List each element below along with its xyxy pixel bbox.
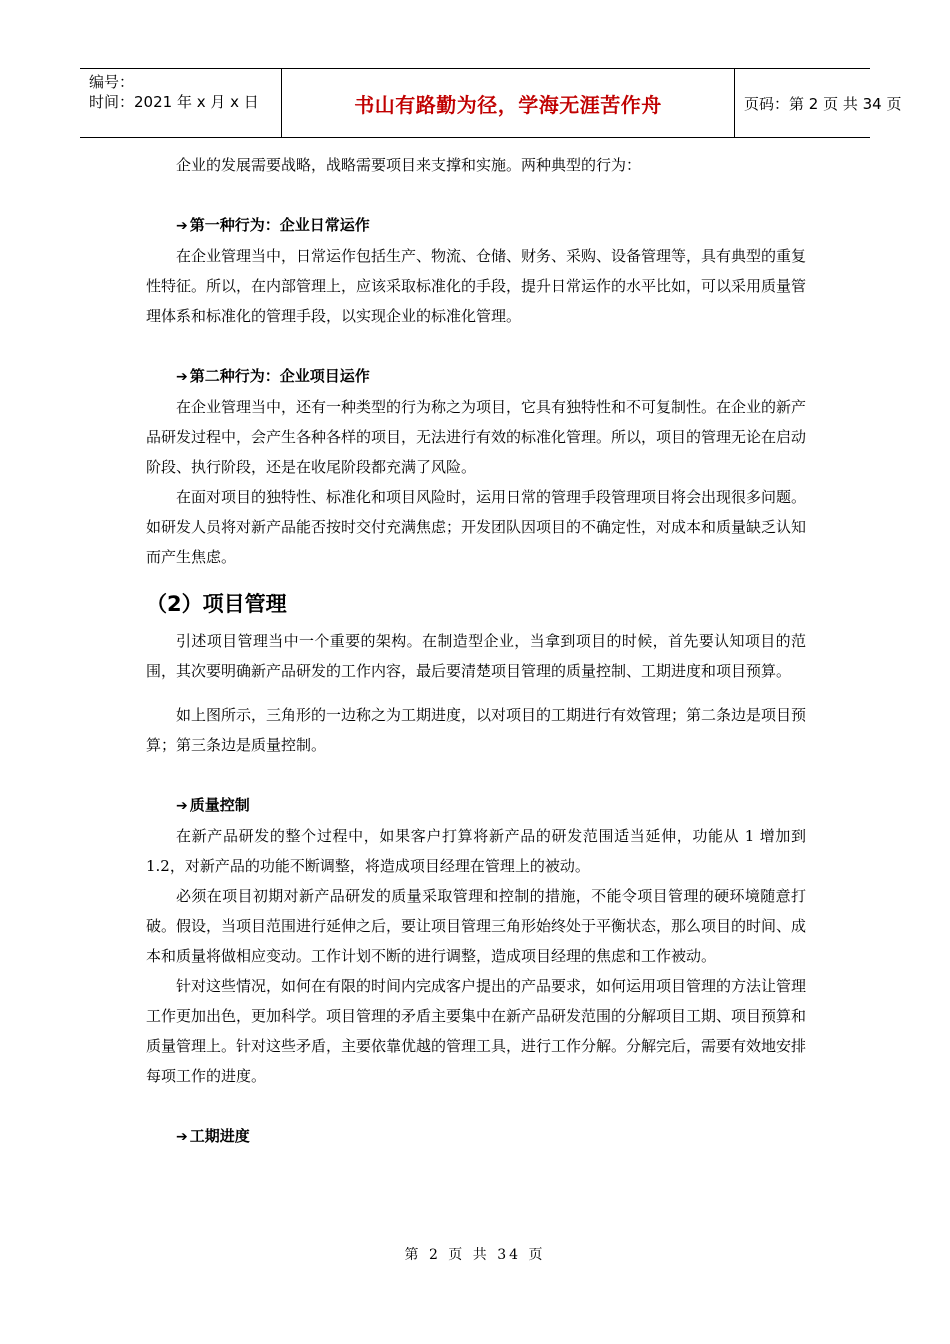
quality-paragraph: 在新产品研发的整个过程中，如果客户打算将新产品的研发范围适当延伸，功能从 1 增加到 1.2，对新产品的功能不断调整，将造成项目经理在管理上的被动。 — [146, 827, 806, 875]
header-motto-cell — [282, 69, 735, 137]
arrow-right-icon: ➔ — [176, 1129, 188, 1145]
schedule-title: 工期进度 — [189, 1127, 250, 1145]
quality-heading — [146, 790, 806, 821]
arrow-right-icon: ➔ — [176, 218, 188, 234]
arrow-right-icon: ➔ — [176, 798, 188, 814]
header-motto: 书山有路勤为径，学海无涯苦作舟 — [354, 92, 662, 117]
arrow-right-icon: ➔ — [176, 369, 188, 385]
header-page-cell — [735, 69, 902, 137]
section-heading-project-management: （2）项目管理 — [146, 592, 287, 616]
section2-heading — [146, 361, 806, 392]
section2-title: 第二种行为：企业项目运作 — [189, 367, 370, 385]
section2-paragraph: 在面对项目的独特性、标准化和项目风险时，运用日常的管理手段管理项目将会出现很多问题。如研发人员将对新产品能否按时交付充满焦虑；开发团队因项目的不确定性，对成本和质量缺乏认知而产生焦虑。 — [146, 488, 807, 566]
header-left-cell — [80, 69, 282, 137]
quality-paragraph: 必须在项目初期对新产品研发的质量采取管理和控制的措施，不能令项目管理的硬环境随意打破。假设，当项目范围进行延伸之后，要让项目管理三角形始终处于平衡状态，那么项目的时间、成本和质量将做相应变动。工作计划不断的进行调整，造成项目经理的焦虑和工作被动。 — [146, 887, 807, 965]
triangle-paragraph: 如上图所示，三角形的一边称之为工期进度，以对项目的工期进行有效管理；第二条边是项目预算；第三条边是质量控制。 — [146, 706, 807, 754]
intro-paragraph: 企业的发展需要战略，战略需要项目来支撑和实施。两种典型的行为： — [176, 156, 642, 174]
document-body — [146, 150, 806, 1152]
section1-title: 第一种行为：企业日常运作 — [189, 216, 370, 234]
schedule-heading — [146, 1121, 806, 1152]
section2-paragraph: 在企业管理当中，还有一种类型的行为称之为项目，它具有独特性和不可复制性。在企业的新产品研发过程中，会产生各种各样的项目，无法进行有效的标准化管理。所以，项目的管理无论在启动阶段、执行阶段，还是在收尾阶段都充满了风险。 — [146, 398, 807, 476]
header-page-code: 页码：第 2 页 共 34 页 — [744, 94, 902, 113]
quality-paragraph: 针对这些情况，如何在有限的时间内完成客户提出的产品要求，如何运用项目管理的方法让管理工作更加出色，更加科学。项目管理的矛盾主要集中在新产品研发范围的分解项目工期、项目预算和质量管理上。针对这些矛盾，主要依靠优越的管理工具，进行工作分解。分解完后，需要有效地安排每项工作的进度。 — [146, 977, 807, 1085]
pm-intro-paragraph: 引述项目管理当中一个重要的架构。在制造型企业，当拿到项目的时候，首先要认知项目的范围，其次要明确新产品研发的工作内容，最后要清楚项目管理的质量控制、工期进度和项目预算。 — [146, 632, 806, 680]
section1-paragraph: 在企业管理当中，日常运作包括生产、物流、仓储、财务、采购、设备管理等，具有典型的重复性特征。所以，在内部管理上，应该采取标准化的手段，提升日常运作的水平比如，可以采用质量管理体系和标准化的管理手段，以实现企业的标准化管理。 — [146, 247, 807, 325]
section1-heading — [146, 210, 806, 241]
page-header — [80, 68, 902, 138]
quality-title: 质量控制 — [189, 796, 250, 814]
page-footer: 第 2 页 共 34 页 — [404, 1247, 546, 1263]
document-number-label: 编号： — [89, 73, 135, 91]
document-date: 时间：2021 年 x 月 x 日 — [89, 93, 259, 111]
